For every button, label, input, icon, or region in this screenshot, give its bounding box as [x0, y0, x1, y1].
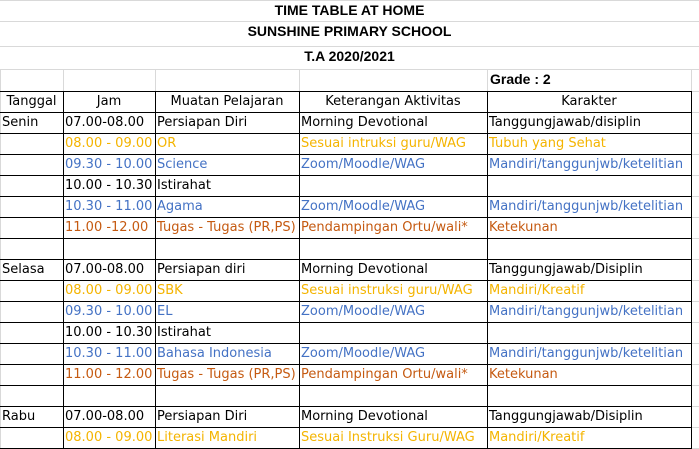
- cell-tanggal[interactable]: [0, 196, 63, 217]
- cell-karakter[interactable]: [487, 175, 691, 196]
- gridline: [0, 46, 699, 47]
- cell-tanggal[interactable]: [0, 364, 63, 385]
- table-border: [487, 91, 488, 449]
- cell-muatan-pelajaran[interactable]: Persiapan diri: [157, 262, 246, 277]
- cell-keterangan-aktivitas[interactable]: [299, 175, 487, 196]
- table-border: [0, 280, 691, 281]
- cell-keterangan-aktivitas[interactable]: [299, 238, 487, 259]
- cell-karakter[interactable]: [487, 385, 691, 406]
- cell-jam[interactable]: 08.00 - 09.00: [65, 430, 153, 445]
- gridline: [0, 69, 699, 70]
- table-border: [0, 91, 691, 92]
- gridline: [0, 0, 699, 1]
- cell-jam[interactable]: 11.00 - 12.00: [65, 367, 153, 382]
- cell-muatan-pelajaran[interactable]: SBK: [157, 283, 183, 298]
- cell-tanggal[interactable]: [0, 343, 63, 364]
- cell-jam[interactable]: [63, 238, 155, 259]
- cell-karakter[interactable]: Mandiri/Kreatif: [489, 430, 585, 445]
- cell-karakter[interactable]: Mandiri/tanggunjwb/ketelitian: [489, 304, 684, 319]
- cell-tanggal[interactable]: [0, 217, 63, 238]
- cell-keterangan-aktivitas[interactable]: Pendampingan Ortu/wali*: [301, 367, 468, 382]
- table-border: [299, 91, 300, 449]
- cell-karakter[interactable]: Tanggungjawab/Disiplin: [489, 262, 643, 277]
- cell-jam[interactable]: 08.00 - 09.00: [65, 283, 153, 298]
- cell-jam[interactable]: 08.00 - 09.00: [65, 136, 153, 151]
- cell-tanggal[interactable]: [0, 154, 63, 175]
- cell-keterangan-aktivitas[interactable]: Zoom/Moodle/WAG: [301, 157, 426, 172]
- cell-muatan-pelajaran[interactable]: Persiapan Diri: [157, 115, 248, 130]
- cell-keterangan-aktivitas[interactable]: Morning Devotional: [301, 262, 428, 277]
- cell-karakter[interactable]: Mandiri/Kreatif: [489, 283, 585, 298]
- cell-keterangan-aktivitas[interactable]: Morning Devotional: [301, 409, 428, 424]
- cell-karakter[interactable]: [487, 322, 691, 343]
- cell-keterangan-aktivitas[interactable]: Sesuai Instruksi Guru/WAG: [301, 430, 475, 445]
- table-border: [0, 112, 691, 113]
- cell-jam[interactable]: 07.00-08.00: [65, 409, 145, 424]
- cell-karakter[interactable]: Mandiri/tanggunjwb/ketelitian: [489, 346, 684, 361]
- sheet-title: TIME TABLE AT HOME: [274, 2, 425, 18]
- cell-muatan-pelajaran[interactable]: Bahasa Indonesia: [157, 346, 272, 361]
- table-border: [0, 133, 691, 134]
- cell-muatan-pelajaran[interactable]: [155, 238, 299, 259]
- cell-tanggal[interactable]: [0, 133, 63, 154]
- cell-karakter[interactable]: Tanggungjawab/disiplin: [489, 115, 642, 130]
- cell-muatan-pelajaran[interactable]: Persiapan Diri: [157, 409, 248, 424]
- table-border: [691, 91, 692, 449]
- table-border: [0, 301, 691, 302]
- gridline: [0, 21, 699, 22]
- table-border: [0, 217, 691, 218]
- col-header-muatan-pelajaran[interactable]: Muatan Pelajaran: [170, 94, 284, 109]
- cell-muatan-pelajaran[interactable]: Istirahat: [157, 178, 211, 193]
- cell-tanggal[interactable]: [0, 385, 63, 406]
- cell-karakter[interactable]: Tubuh yang Sehat: [489, 136, 606, 151]
- cell-karakter[interactable]: [487, 238, 691, 259]
- table-border: [0, 238, 691, 239]
- cell-muatan-pelajaran[interactable]: Istirahat: [157, 325, 211, 340]
- cell-keterangan-aktivitas[interactable]: Zoom/Moodle/WAG: [301, 346, 426, 361]
- cell-jam[interactable]: 10.30 - 11.00: [65, 199, 153, 214]
- cell-keterangan-aktivitas[interactable]: Morning Devotional: [301, 115, 428, 130]
- cell-tanggal[interactable]: [0, 175, 63, 196]
- col-header-tanggal[interactable]: Tanggal: [6, 94, 57, 109]
- cell-tanggal[interactable]: Rabu: [2, 409, 36, 424]
- cell-keterangan-aktivitas[interactable]: Zoom/Moodle/WAG: [301, 199, 426, 214]
- cell-jam[interactable]: 10.30 - 11.00: [65, 346, 153, 361]
- cell-karakter[interactable]: Mandiri/tanggunjwb/ketelitian: [489, 157, 684, 172]
- cell-jam[interactable]: 10.00 - 10.30: [65, 178, 153, 193]
- cell-keterangan-aktivitas[interactable]: Sesuai instruksi guru/WAG: [301, 283, 473, 298]
- cell-jam[interactable]: 07.00-08.00: [65, 115, 145, 130]
- cell-jam[interactable]: 09.30 - 10.00: [65, 304, 153, 319]
- table-border: [0, 322, 691, 323]
- cell-muatan-pelajaran[interactable]: Agama: [157, 199, 203, 214]
- cell-karakter[interactable]: Tanggungjawab/Disiplin: [489, 409, 643, 424]
- table-border: [0, 364, 691, 365]
- cell-tanggal[interactable]: [0, 301, 63, 322]
- cell-jam[interactable]: 09.30 - 10.00: [65, 157, 153, 172]
- cell-tanggal[interactable]: [0, 427, 63, 448]
- table-border: [0, 259, 691, 260]
- table-border: [0, 406, 691, 407]
- cell-keterangan-aktivitas[interactable]: [299, 385, 487, 406]
- cell-jam[interactable]: 11.00 -12.00: [65, 220, 149, 235]
- table-border: [63, 91, 64, 449]
- cell-muatan-pelajaran[interactable]: EL: [157, 304, 173, 319]
- cell-jam[interactable]: [63, 385, 155, 406]
- cell-keterangan-aktivitas[interactable]: [299, 322, 487, 343]
- col-header-karakter[interactable]: Karakter: [561, 94, 617, 109]
- cell-keterangan-aktivitas[interactable]: Zoom/Moodle/WAG: [301, 304, 426, 319]
- cell-keterangan-aktivitas[interactable]: Pendampingan Ortu/wali*: [301, 220, 468, 235]
- school-name: SUNSHINE PRIMARY SCHOOL: [247, 23, 452, 39]
- cell-muatan-pelajaran[interactable]: Literasi Mandiri: [157, 430, 258, 445]
- academic-year: T.A 2020/2021: [304, 48, 395, 64]
- table-border: [0, 427, 691, 428]
- cell-tanggal[interactable]: [0, 280, 63, 301]
- cell-karakter[interactable]: Mandiri/tanggunjwb/ketelitian: [489, 199, 684, 214]
- grade-label: Grade : 2: [490, 71, 551, 87]
- cell-muatan-pelajaran[interactable]: Tugas - Tugas (PR,PS): [157, 220, 296, 235]
- table-border: [0, 343, 691, 344]
- col-header-jam[interactable]: Jam: [96, 94, 122, 109]
- cell-karakter[interactable]: Ketekunan: [489, 220, 558, 235]
- table-border: [0, 196, 691, 197]
- table-border: [0, 385, 691, 386]
- cell-keterangan-aktivitas[interactable]: Sesuai intruksi guru/WAG: [301, 136, 466, 151]
- cell-muatan-pelajaran[interactable]: Science: [157, 157, 208, 172]
- cell-muatan-pelajaran[interactable]: OR: [157, 136, 177, 151]
- col-header-keterangan-aktivitas[interactable]: Keterangan Aktivitas: [325, 94, 461, 109]
- cell-tanggal[interactable]: Senin: [2, 115, 39, 130]
- cell-jam[interactable]: 10.00 - 10.30: [65, 325, 153, 340]
- table-border: [0, 175, 691, 176]
- table-border: [0, 154, 691, 155]
- cell-karakter[interactable]: Ketekunan: [489, 367, 558, 382]
- cell-muatan-pelajaran[interactable]: [155, 385, 299, 406]
- cell-tanggal[interactable]: [0, 322, 63, 343]
- cell-tanggal[interactable]: [0, 238, 63, 259]
- cell-tanggal[interactable]: Selasa: [2, 262, 45, 277]
- cell-jam[interactable]: 07.00-08.00: [65, 262, 145, 277]
- table-border: [155, 91, 156, 449]
- cell-muatan-pelajaran[interactable]: Tugas - Tugas (PR,PS): [157, 367, 296, 382]
